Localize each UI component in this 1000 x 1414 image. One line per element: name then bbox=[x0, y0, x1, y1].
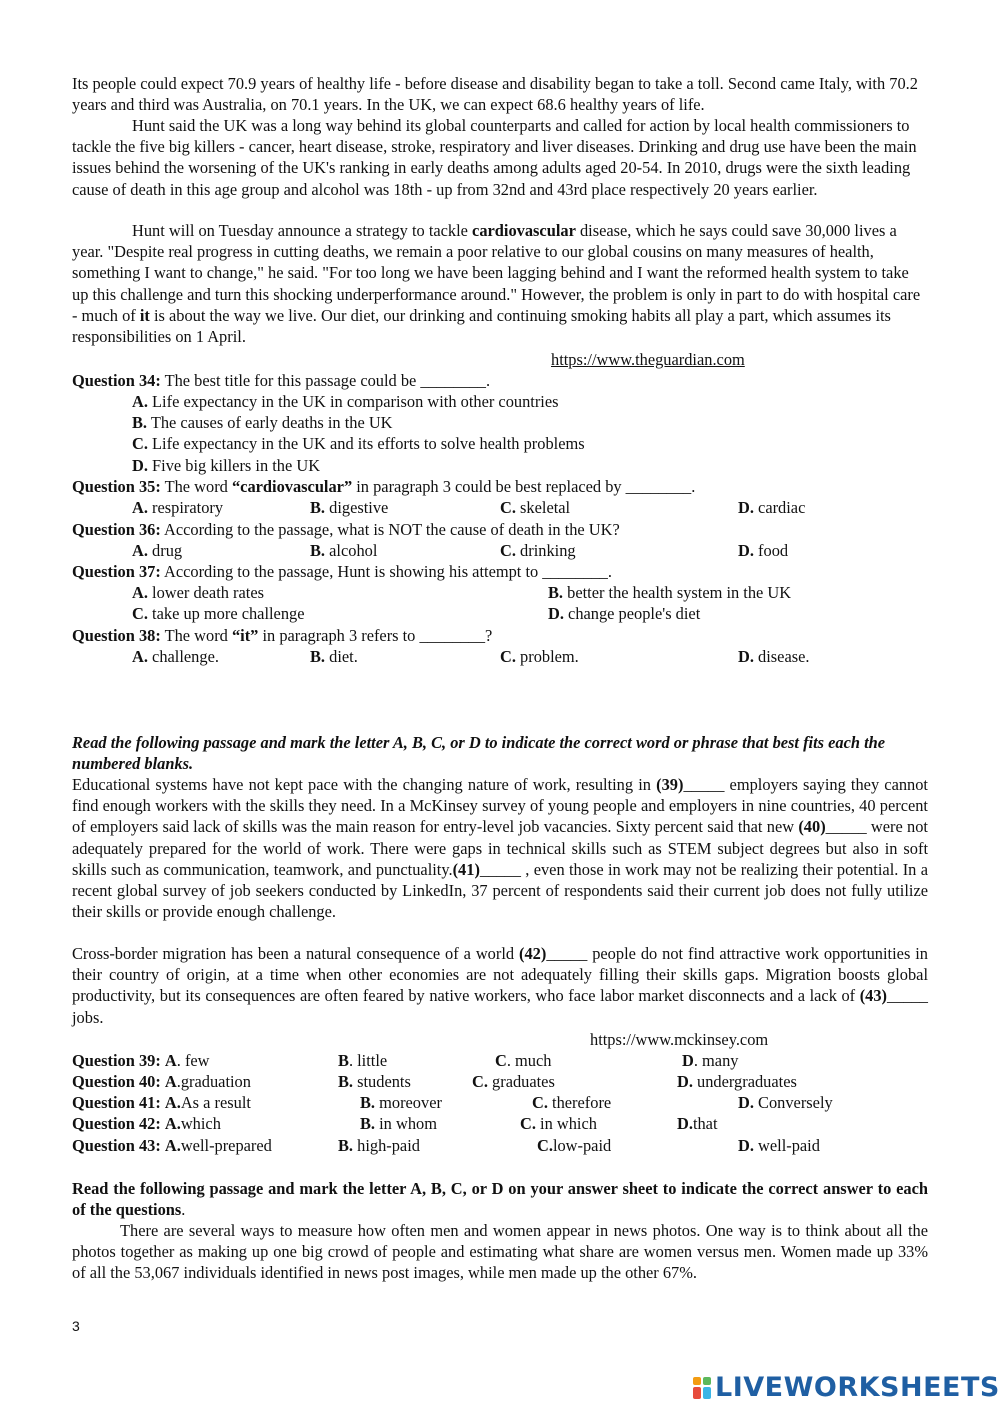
liveworksheets-logo-text: LIVEWORKSHEETS bbox=[715, 1372, 1000, 1403]
q39-option-d[interactable]: D. many bbox=[682, 1051, 739, 1070]
q36-option-c[interactable]: C. drinking bbox=[500, 541, 576, 560]
instruction-cloze: Read the following passage and mark the letter A, B, C, or D to indicate the correct word or phrase that best fits each the numbered blanks. bbox=[72, 733, 886, 774]
q43-option-d[interactable]: D. well-paid bbox=[738, 1136, 820, 1155]
question-39: Question 39: A. few bbox=[72, 1051, 210, 1070]
passage1-para2: Hunt said the UK was a long way behind its global counterparts and called for action by local health commissioners to tackle the five big killers - cancer, heart disease, stroke, respiratory and liver diseases. Drinking and drug use have been the main issues behind the worsening of the UK's ranking in early deaths among adults aged 20-54. In 2010, drugs were the sixth leading cause of death in this age group and alcohol was 18th - up from 32nd and 43rd place respectively 20 years earlier. bbox=[72, 116, 917, 199]
q38-option-d[interactable]: D. disease. bbox=[738, 647, 810, 666]
q37-option-c[interactable]: C. take up more challenge bbox=[132, 604, 305, 623]
passage2-para1: Educational systems have not kept pace with the changing nature of work, resulting in (39)_____ employers saying they cannot find enough workers with the skills they need. In a McKinsey survey of young people and employers in nine countries, 40 percent of employers said lack of skills was the main reason for entry-level job vacancies. Sixty percent said that new (40)_____ were not adequately prepared for the world of work. There were gaps in technical skills such as STEM subject degrees but also in soft skills such as communication, teamwork, and punctuality.(41)_____ , even those in work may not be realizing their potential. In a recent global survey of job seekers conducted by LinkedIn, 37 percent of respondents said their current job does not fully utilize their skills or provide enough challenge. bbox=[72, 775, 928, 922]
q34-option-c[interactable]: C. Life expectancy in the UK and its efforts to solve health problems bbox=[132, 434, 585, 453]
question-41: Question 41: A.As a result bbox=[72, 1093, 251, 1112]
q36-option-b[interactable]: B. alcohol bbox=[310, 541, 378, 560]
q43-option-b[interactable]: B. high-paid bbox=[338, 1136, 420, 1155]
q34-option-b[interactable]: B. The causes of early deaths in the UK bbox=[132, 413, 393, 432]
q36-option-d[interactable]: D. food bbox=[738, 541, 789, 560]
logo-block-red bbox=[693, 1387, 701, 1399]
q35-option-d[interactable]: D. cardiac bbox=[738, 498, 806, 517]
q43-option-c[interactable]: C.low-paid bbox=[537, 1136, 612, 1155]
blank-39: (39) bbox=[656, 775, 684, 794]
q38-option-b[interactable]: B. diet. bbox=[310, 647, 358, 666]
blank-40: (40) bbox=[798, 817, 826, 837]
q41-option-b[interactable]: B. moreover bbox=[360, 1093, 442, 1112]
q38-option-c[interactable]: C. problem. bbox=[500, 647, 579, 666]
q40-option-b[interactable]: B. students bbox=[338, 1072, 411, 1091]
passage3-para1: There are several ways to measure how often men and women appear in news photos. One way is to think about all the photos together as making up one big crowd of people and estimating what share are women versus men. Women made up 33% of all the 53,067 individuals identified in news post images, while men made up the other 67%. bbox=[72, 1221, 928, 1283]
blank-42: (42) bbox=[519, 944, 547, 963]
question-36: Question 36: According to the passage, what is NOT the cause of death in the UK? bbox=[72, 520, 620, 539]
q40-option-d[interactable]: D. undergraduates bbox=[677, 1072, 797, 1091]
q35-option-b[interactable]: B. digestive bbox=[310, 498, 389, 517]
q42-option-b[interactable]: B. in whom bbox=[360, 1114, 437, 1133]
passage2-para2: Cross-border migration has been a natural consequence of a world (42)_____ people do not find attractive work opportunities in their country of origin, at a time when other economies are not adequately filling their skills gaps. Migration boosts global productivity, but its consequences are often feared by native workers, who face labor market disconnects and a lack of (43)_____ jobs. bbox=[72, 944, 928, 1027]
passage1-para1: Its people could expect 70.9 years of healthy life - before disease and disability began to take a toll. Second came Italy, with 70.2 years and third was Australia, on 70.1 years. In the UK, we can expect 68.6 healthy years of life. bbox=[72, 74, 918, 115]
instruction-reading: Read the following passage and mark the letter A, B, C, or D on your answer sheet to indicate the correct answer to each of the questions. bbox=[72, 1179, 928, 1220]
q41-option-c[interactable]: C. therefore bbox=[532, 1093, 612, 1112]
question-34: Question 34: The best title for this passage could be ________. bbox=[72, 371, 491, 390]
q37-option-d[interactable]: D. change people's diet bbox=[548, 604, 701, 623]
question-35: Question 35: The word “cardiovascular” in paragraph 3 could be best replaced by ________. bbox=[72, 477, 696, 496]
logo-block-green bbox=[703, 1377, 711, 1385]
q41-option-d[interactable]: D. Conversely bbox=[738, 1093, 833, 1112]
source-mckinsey: https://www.mckinsey.com bbox=[590, 1030, 769, 1049]
q34-option-d[interactable]: D. Five big killers in the UK bbox=[132, 456, 321, 475]
logo-block-orange bbox=[693, 1377, 701, 1385]
q35-option-c[interactable]: C. skeletal bbox=[500, 498, 571, 517]
word-cardiovascular: cardiovascular bbox=[472, 221, 576, 240]
q42-option-c[interactable]: C. in which bbox=[520, 1114, 597, 1133]
question-42: Question 42: A.which bbox=[72, 1114, 221, 1133]
blank-41: (41) bbox=[452, 859, 480, 879]
q40-option-c[interactable]: C. graduates bbox=[472, 1072, 555, 1091]
q37-option-a[interactable]: A. lower death rates bbox=[132, 583, 264, 602]
page-number: 3 bbox=[72, 1318, 80, 1334]
q39-option-b[interactable]: B. little bbox=[338, 1051, 388, 1070]
question-37: Question 37: According to the passage, Hunt is showing his attempt to ________. bbox=[72, 562, 612, 581]
q38-option-a[interactable]: A. challenge. bbox=[132, 647, 219, 666]
question-40: Question 40: A.graduation bbox=[72, 1072, 251, 1091]
q36-option-a[interactable]: A. drug bbox=[132, 541, 183, 560]
source-guardian-link[interactable]: https://www.theguardian.com bbox=[551, 350, 745, 369]
liveworksheets-logo[interactable] bbox=[693, 1373, 1000, 1403]
question-38: Question 38: The word “it” in paragraph 3 refers to ________? bbox=[72, 626, 493, 645]
q42-option-d[interactable]: D.that bbox=[677, 1114, 718, 1133]
q35-option-a[interactable]: A. respiratory bbox=[132, 498, 224, 517]
q37-option-b[interactable]: B. better the health system in the UK bbox=[548, 583, 792, 602]
q39-option-c[interactable]: C. much bbox=[495, 1051, 552, 1070]
word-it: it bbox=[139, 305, 150, 325]
blank-43: (43) bbox=[859, 986, 888, 1006]
passage1-para3: Hunt will on Tuesday announce a strategy to tackle cardiovascular disease, which he says could save 30,000 lives a year. "Despite real progress in cutting deaths, we remain a poor relative to our global cousins on many measures of health, something I want to change," he said. "For too long we have been lagging behind and I want the reformed health system to take up this challenge and turn this shocking underperformance around." However, the problem is only in part to do with hospital care - much of it is about the way we live. Our diet, our drinking and continuing smoking habits all play a part, which assumes its responsibilities on 1 April. bbox=[72, 221, 921, 347]
question-43: Question 43: A.well-prepared bbox=[72, 1136, 272, 1155]
liveworksheets-logo-icon bbox=[693, 1377, 713, 1399]
q34-option-a[interactable]: A. Life expectancy in the UK in comparison with other countries bbox=[132, 392, 559, 411]
logo-block-cyan bbox=[703, 1387, 711, 1399]
